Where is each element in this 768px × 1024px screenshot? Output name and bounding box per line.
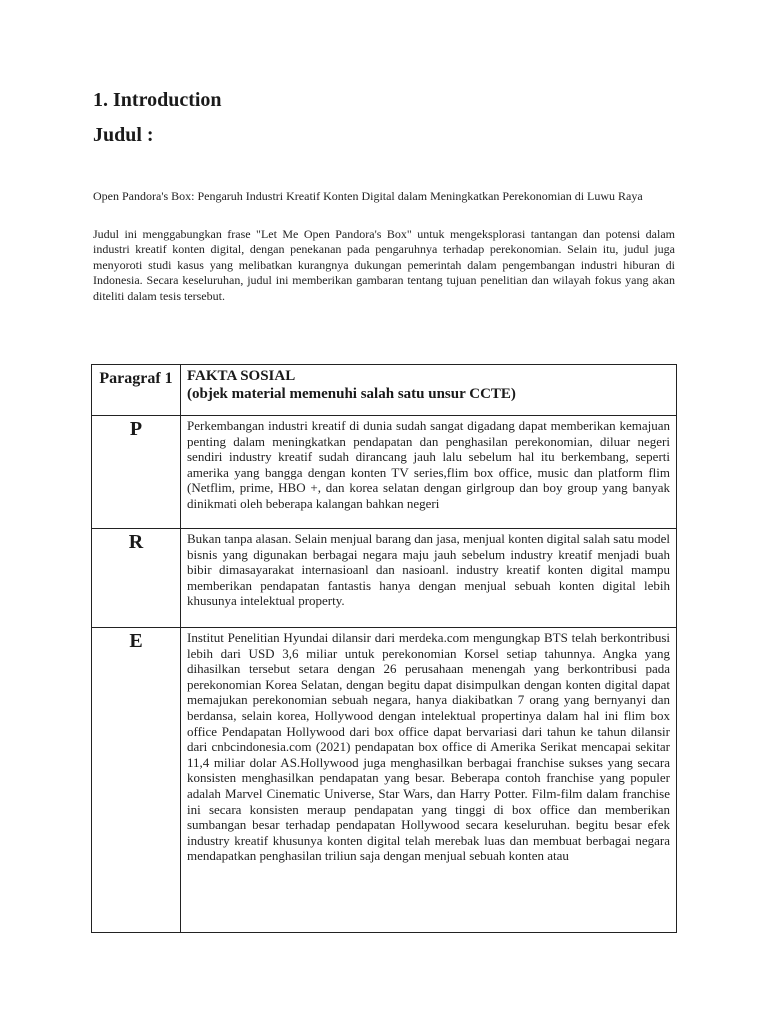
table-row — [92, 416, 677, 529]
row-text-e: Institut Penelitian Hyundai dilansir dari merdeka.com mengungkap BTS telah berkontribusi lebih dari USD 3,6 miliar untuk perekonomian Korsel setiap tahunnya. Angka yang dihasilkan tersebut setara dengan 26 perusahaan menengah yang berkontribusi pada perekonomian Korea Selatan, dengan begitu dapat disimpulkan dengan konten digital dapat memajukan perekonomian sebuah negara, hanya diakibatkan 7 orang yang bernyanyi dan berdansa, selain korea, Hollywood dengan intelektual propertinya dalam hal ini flim box office Pendapatan Hollywood dari box office dapat bervariasi dari tahun ke tahun dilansir dari cnbcindonesia.com (2021) pendapatan box office di Amerika Serikat mencapai sekitar 11,4 miliar dolar AS.Hollywood juga menghasilkan berbagai franchise sukses yang secara konsisten menghasilkan pendapatan yang besar. Beberapa contoh franchise yang populer adalah Marvel Cinematic Universe, Star Wars, dan Harry Potter. Film-film dalam franchise ini secara konsisten meraup pendapatan yang tinggi di box office dan memberikan sumbangan besar terhadap pendapatan Hollywood secara keseluruhan. begitu besar efek industry kreatif khusunya konten digital telah merebak luas dan membuat berbagai negara mendapatkan penghasilan triliun saja dengan menjual sebuah konten atau — [181, 628, 677, 933]
table-header-row — [92, 365, 677, 416]
row-text-r: Bukan tanpa alasan. Selain menjual barang dan jasa, menjual konten digital salah satu model bisnis yang digunakan berbagai negara maju jauh sebelum industry kreatif menjadi buah bibir dimasayarakat internasioanl dan nasioanl. industry kreatif konten digital mampu memberikan pendapatan fantastis hanya dengan menjual sebuah konten digital lebih khusunya intelektual property. — [181, 529, 677, 628]
thesis-title-text: Open Pandora's Box: Pengaruh Industri Kreatif Konten Digital dalam Meningkatkan Perekonomian di Luwu Raya — [93, 189, 643, 203]
table-row — [92, 529, 677, 628]
row-letter-e: E — [92, 628, 181, 933]
table-row — [92, 628, 677, 933]
section-heading: 1. Introduction — [93, 89, 222, 111]
row-letter-r: R — [92, 529, 181, 628]
title-explanation-paragraph: Judul ini menggabungkan frase "Let Me Open Pandora's Box" untuk mengeksplorasi tantangan dan potensi dalam industri kreatif konten digital, dengan penekanan pada pengaruhnya terhadap perekonomian. Selain itu, judul juga menyoroti studi kasus yang melibatkan kurangnya dukungan pemerintah dalam pengembangan industri hiburan di Indonesia. Secara keseluruhan, judul ini memberikan gambaran tentang tujuan penelitian dan wilayah fokus yang akan diteliti dalam tesis tersebut. — [93, 227, 675, 303]
paragraph-label: Paragraf 1 — [92, 365, 181, 416]
judul-heading: Judul : — [93, 124, 154, 146]
fact-title: FAKTA SOSIAL — [187, 368, 296, 384]
ccte-table — [91, 364, 677, 933]
row-letter-p: P — [92, 416, 181, 529]
fact-subtitle: (objek material memenuhi salah satu unsur CCTE) — [187, 386, 516, 402]
row-text-p: Perkembangan industri kreatif di dunia sudah sangat digadang dapat memberikan kemajuan penting dalam meningkatkan pendapatan dan penghasilan perekonomian, diluar negeri sendiri industry kreatif sudah dirancang jauh lalu sebelum hal itu berkembang, seperti amerika yang bangga dengan konten TV series,flim box office, music dan platform flim (Netflim, prime, HBO +, dan korea selatan dengan girlgroup dan boy group yang banyak dinikmati oleh beberapa kalangan bahkan negeri — [181, 416, 677, 529]
fact-header — [181, 365, 677, 416]
